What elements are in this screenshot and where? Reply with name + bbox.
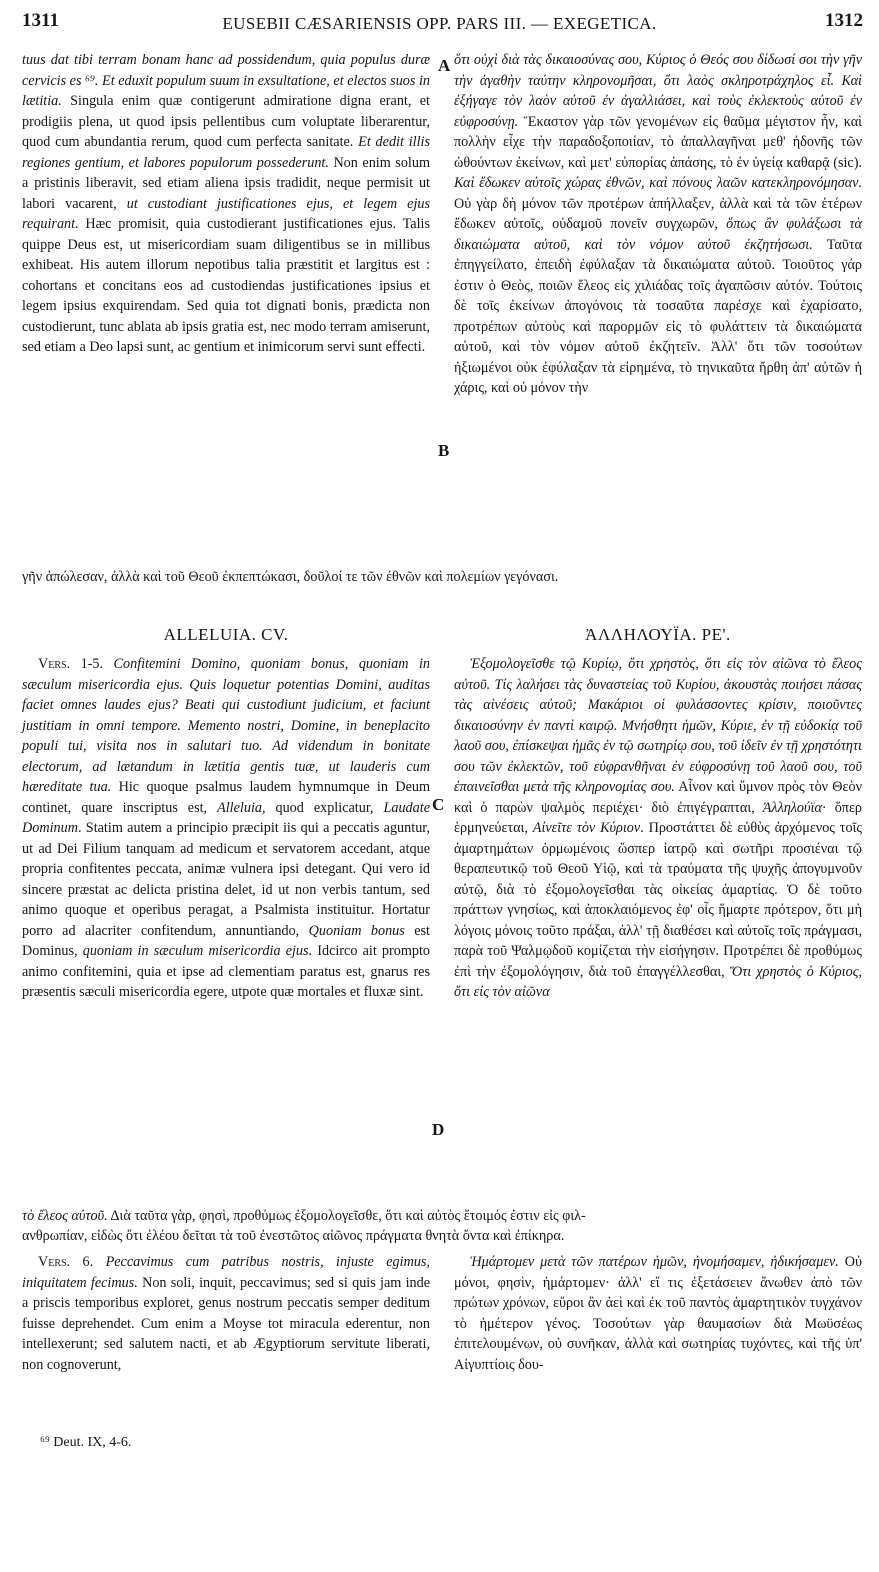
running-head: EUSEBII CÆSARIENSIS OPP. PARS III. — EXEGETICA. bbox=[222, 14, 657, 33]
greek-verse-quote: Ἀλληλούϊα bbox=[762, 799, 822, 816]
verse-label: Vers. 1-5. bbox=[38, 656, 104, 672]
latin-column-vers6 bbox=[22, 1252, 430, 1375]
greek-verse-quote: τὸ ἔλεος αὐτοῦ. bbox=[22, 1208, 108, 1224]
greek-verse-quote: ὅπως ἂν φυλάξωσι τὰ δικαιώματα αὐτοῦ, καὶ τὸν νόμον αὐτοῦ ἐκζητήσωσι. bbox=[454, 216, 862, 253]
page-number-right: 1312 bbox=[825, 10, 863, 31]
latin-verse-quote: Et dedit illis regiones gentium, et labores populorum possederunt. bbox=[22, 134, 431, 171]
greek-spanning-line bbox=[22, 1206, 862, 1227]
greek-column-top bbox=[454, 50, 862, 399]
latin-verse-quote: Quoniam bonus bbox=[308, 922, 405, 939]
section-title-greek: ἈΛΛΗΛΟΥΪΑ. ΡΕ'. bbox=[585, 625, 731, 644]
latin-column-psalm bbox=[22, 654, 430, 1003]
section-title-latin: ALLELUIA. CV. bbox=[163, 625, 289, 644]
greek-verse-quote: Ἡμάρτομεν μετὰ τῶν πατέρων ἡμῶν, ἠνομήσαμεν, ἠδικήσαμεν. bbox=[470, 1254, 839, 1270]
greek-commentary: Διὰ ταῦτα γὰρ, φησὶ, προθύμως ἐξομολογεῖσθε, ὅτι καὶ αὐτὸς ἕτοιμός ἐστιν εἰς φιλ- bbox=[107, 1208, 586, 1224]
greek-commentary: . Προστάττει δὲ εὐθὺς ἀρχόμενος τοῖς ἁμαρτημάτων ὁρμωμένοις ὥσπερ ἰατρῷ καὶ σωτῆρι προσιέναι τῷ θεραπευτικῷ τοῦ Θεοῦ Υἱῷ, καὶ τὰ τραύματα τῆς ψυχῆς ἀπογυμνοῦν αὐτῷ, διὰ τὸ ἐξομολογεῖσθαι τὰς οἰκείας ἁμαρτίας. Ὁ δὲ τοῦτο πράττων γνησίως, καὶ ἀποκλαιόμενος ἐφ' οἷς ἥμαρτε πρότερον, ὅτι μὴ λόγοις μόνοις τοῦτο πράξαι, ἀλλ' τῇ διαθέσει καὶ αὐτοῖς τοῖς πράγμασι, παρὰ τοῦ Ψαλμῳδοῦ κομίζεται τὴν εἰσήγησιν. Προτρέπει δὲ προθύμως ἐπὶ τὴν ἐξομολόγησιν, διὰ τοῦ ἐπαγγέλλεσθαι, bbox=[454, 820, 862, 980]
latin-verse-quote: Peccavimus cum patribus nostris, injuste egimus, iniquitatem fecimus. bbox=[22, 1254, 430, 1291]
latin-verse-quote: Laudate Dominum bbox=[22, 799, 430, 836]
verse-label: Vers. 6. bbox=[38, 1254, 94, 1270]
page-number-left: 1311 bbox=[22, 10, 59, 31]
margin-marker-a: A bbox=[438, 56, 451, 75]
greek-verse-quote: Ἐξομολογεῖσθε τῷ Κυρίῳ, ὅτι χρηστὸς, ὅτι εἰς τὸν αἰῶνα τὸ ἔλεος αὐτοῦ. Τίς λαλήσει τὰς δυναστείας τοῦ Κυρίου, ἀκουστὰς ποιήσει πάσας τὰς αἰνέσεις αὐτοῦ; Μακάριοι οἱ φυλάσσοντες κρίσιν, ποιοῦντες δικαιοσύνην ἐν παντὶ καιρῷ. Μνήσθητι ἡμῶν, Κύριε, ἐν τῇ εὐδοκίᾳ τοῦ λαοῦ σου, ἐπίσκεψαι ἡμᾶς ἐν τῷ σωτηρίῳ σου, τοῦ ἰδεῖν ἐν τῇ χρηστότητι σου τῶν ἐκλεκτῶν, τοῦ εὐφρανθῆναι ἐν εὐφροσύνῃ τοῦ λαοῦ σου, τοῦ ἐπαινεῖσθαι μετὰ τῆς κληρονομίας σου. bbox=[454, 656, 862, 795]
latin-verse-quote: quoniam in sæculum misericordia ejus bbox=[82, 943, 309, 959]
greek-commentary: Οὐ μόνοι, φησὶν, ἡμάρτομεν· ἀλλ' εἴ τις ἐξετάσειεν ἄνωθεν ἀπὸ τῶν πρώτων χρόνων, εὕροι ἂν ἀεὶ καὶ ἐκ τοῦ παντὸς ἁμαρτητικὸν τυγχάνον τὸ ἡμέτερον γένος. Τοσούτων γὰρ θαυμασίων διὰ Μωϋσέως ἐπιτελουμένων, οὐ συνῆκαν, ἀλλὰ καὶ σωτηρίας τυχόντες, καὶ τῆς ὑπ' Αἰγυπτίοις δου- bbox=[454, 1254, 862, 1373]
greek-verse-quote: Ὅτι χρηστὸς ὁ Κύριος bbox=[729, 963, 859, 980]
greek-verse-quote: Αἰνεῖτε τὸν Κύριον bbox=[532, 820, 641, 836]
latin-commentary: . Idcirco ait prompto animo confitemini, quia et ipse ad clementiam paratus est, gnarus res præsentis sæculi misericordia egere, utpote quæ mortales et fluxæ sint. bbox=[22, 943, 430, 1000]
greek-commentary: · ὅπερ ἑρμηνεύεται, bbox=[454, 799, 862, 836]
latin-commentary: Non soli, inquit, peccavimus; sed si quis jam inde a priscis temporibus exploret, genus nostrum peccatis semper deditum fuisse deprehendet. Cum enim a Moyse tot miracula ederentur, non intellexerunt; sed salutem nacti, et ab Ægyptiorum servitute liberati, non cognoverunt, bbox=[22, 1274, 430, 1373]
greek-commentary: Αἶνον καὶ ὕμνον πρὸς τὸν Θεὸν καὶ ὁ παρὼν ψαλμὸς περιέχει· διὸ ἐπιγέγραπται, bbox=[454, 779, 862, 816]
greek-column-vers6 bbox=[454, 1252, 862, 1375]
latin-commentary: Hæc promisit, quia custodierant justificationes ejus. Talis quippe Deus est, ut misericordiam suam diligentibus se in millibus exhibeat. His autem illorum nepotibus talia præstitit et largitus est : cohortans et concitans eos ad custodiendas justificationes ipsius et legem ipsius exquirendam. Sed quia tot dignati bonis, prædicta non custodierunt, tunc ablata ab ipsis gratia est, nec modo terram amiserunt, sed etiam a Deo lapsi sunt, ac gentium et inimicorum servi sunt effecti. bbox=[22, 216, 430, 355]
greek-verse-quote: ὅτι εἰς τὸν αἰῶνα bbox=[454, 984, 550, 1000]
latin-commentary: Hic quoque psalmus laudem hymnumque in Deum continet, quare inscriptus est, bbox=[22, 779, 430, 816]
greek-column-psalm bbox=[454, 654, 862, 1003]
greek-commentary: Ἕκαστον γὰρ τῶν γενομένων εἰς θαῦμα μέγιστον ἦν, καὶ πολλὴν εἶχε τὴν παραδοξοποιίαν, τὸ ἀπαλλαγῆναι μεθ' ἡδονῆς τῶν ὠθούντων ἐκείνων, καὶ μετ' εὐπορίας ἁπάσης, τὸ ἐν ὑγείᾳ καθαρᾷ (sic). bbox=[454, 113, 862, 171]
latin-column-top bbox=[22, 50, 430, 358]
margin-marker-c: C bbox=[432, 795, 445, 814]
footnote: ⁶⁹ Deut. IX, 4-6. bbox=[40, 1435, 132, 1450]
greek-verse-quote: ὅτι οὐχὶ διὰ τὰς δικαιοσύνας σου, Κύριος ὁ Θεός σου δίδωσί σοι τὴν γῆν τὴν ἀγαθὴν ταύτην κληρονομῆσαι, ὅτι λαὸς σκληροτράχηλος εἶ. Καὶ ἐξήγαγε τὸν λαὸν αὐτοῦ ἐν ἀγαλλιάσει, καὶ τοὺς ἐκλεκτοὺς αὐτοῦ ἐν εὐφροσύνῃ. bbox=[454, 52, 862, 130]
greek-verse-quote: Καὶ ἔδωκεν αὐτοῖς χώρας ἐθνῶν, καὶ πόνους λαῶν κατεκληρονόμησαν. bbox=[454, 175, 862, 191]
greek-spanning-line: ανθρωπίαν, εἰδὼς ὅτι ἐλέου δεῖται τὰ τοῦ ἐνεστῶτος αἰῶνος πράγματα θνητὰ ὄντα καὶ ἐπίκηρα. bbox=[22, 1228, 565, 1244]
greek-commentary: Οὐ γὰρ δὴ μόνον τῶν προτέρων ἀπήλλαξεν, ἀλλὰ καὶ τὰ τῶν ἑτέρων ἔδωκεν αὐτοῖς, οὐδαμοῦ πονεῖν συγχωρῶν, bbox=[454, 195, 862, 232]
latin-commentary: Singula enim quæ contigerunt admiratione digna erant, et prodigiis plena, ut quod ipsis pellentibus cum voluptate liberarentur, quod cum abundantia rerum, quod cum perfecta sanitate. bbox=[22, 93, 430, 150]
latin-commentary: . Statim autem a principio præcipit iis qui a peccatis aguntur, ut ad Dei Filium tanquam ad medicum et servatorem accedant, atque propria confitentes peccata, animæ vulnera ipsi detegant. Qui vero id sincere præstat ac delicta pristina delet, id ut non verbis tantum, sed animo quoque et operibus peragat, a Psalmista instituitur. Hortatur porro ad alacriter confitendum, annuntiando, bbox=[22, 820, 430, 939]
latin-verse-quote: Confitemini Domino, quoniam bonus, quoniam in sæculum misericordia ejus. Quis loquetur potentias Domini, auditas faciet omnes laudes ejus? Beati qui custodiunt judicium, et faciunt justitiam in omni tempore. Memento nostri, Domine, in beneplacito populi tui, visita nos in salutari tuo. Ad videndum in bonitate electorum, ad lætandum in lætitia gentis tuæ, ut lauderis cum hæreditate tua. bbox=[22, 656, 430, 795]
greek-commentary: , bbox=[858, 963, 862, 980]
latin-commentary: Non enim solum a pristinis liberavit, sed etiam aliena ipsis tradidit, neque permisit ut labori vacarent, bbox=[22, 154, 430, 212]
latin-commentary: est Dominus, bbox=[22, 922, 430, 959]
margin-marker-d: D bbox=[432, 1120, 445, 1139]
latin-commentary: , quod explicatur, bbox=[261, 799, 384, 816]
greek-commentary: Ταῦτα ἐπηγγείλατο, ἐπειδὴ ἐφύλαξαν τὰ δικαιώματα αὐτοῦ. Τοιοῦτος γάρ ἐστιν ὁ Θεὸς, ποιῶν ἔλεος εἰς χιλιάδας τοῖς ἀγαπῶσιν αὐτόν. Τούτοις δὲ τοῖς ἐκείνων ἀπογόνοις τὰ τοσαῦτα παρέσχε καὶ ἐχαρίσατο, προτρέπων αὐτοὺς καὶ παρορμῶν εἰς τὸ φυλάττειν τὰ δικαιώματα αὐτοῦ, καὶ τὸν νόμον αὐτοῦ ἐκζητεῖν. Ἀλλ' ὅτι τῶν τοσούτων ἠξιωμένοι οὐκ ἐφύλαξαν τὰ εἰρημένα, τὸ τηνικαῦτα ἤρθη ἀπ' αὐτῶν ἡ χάρις, καὶ οὐ μόνον τὴν bbox=[454, 236, 862, 396]
latin-verse-quote: Alleluia bbox=[217, 799, 262, 816]
greek-spanning-line: γῆν ἀπώλεσαν, ἀλλὰ καὶ τοῦ Θεοῦ ἐκπεπτώκασι, δοῦλοί τε τῶν ἐθνῶν καὶ πολεμίων γεγόνασι. bbox=[22, 569, 559, 585]
latin-verse-quote: tuus dat tibi terram bonam hanc ad possidendum, quia populus duræ cervicis es ⁶⁹. Et eduxit populum suum in exsultatione, et electos suos in lætitia. bbox=[22, 52, 430, 109]
margin-marker-b: B bbox=[438, 441, 450, 460]
latin-verse-quote: ut custodiant justificationes ejus, et legem ejus requirant. bbox=[22, 195, 430, 232]
